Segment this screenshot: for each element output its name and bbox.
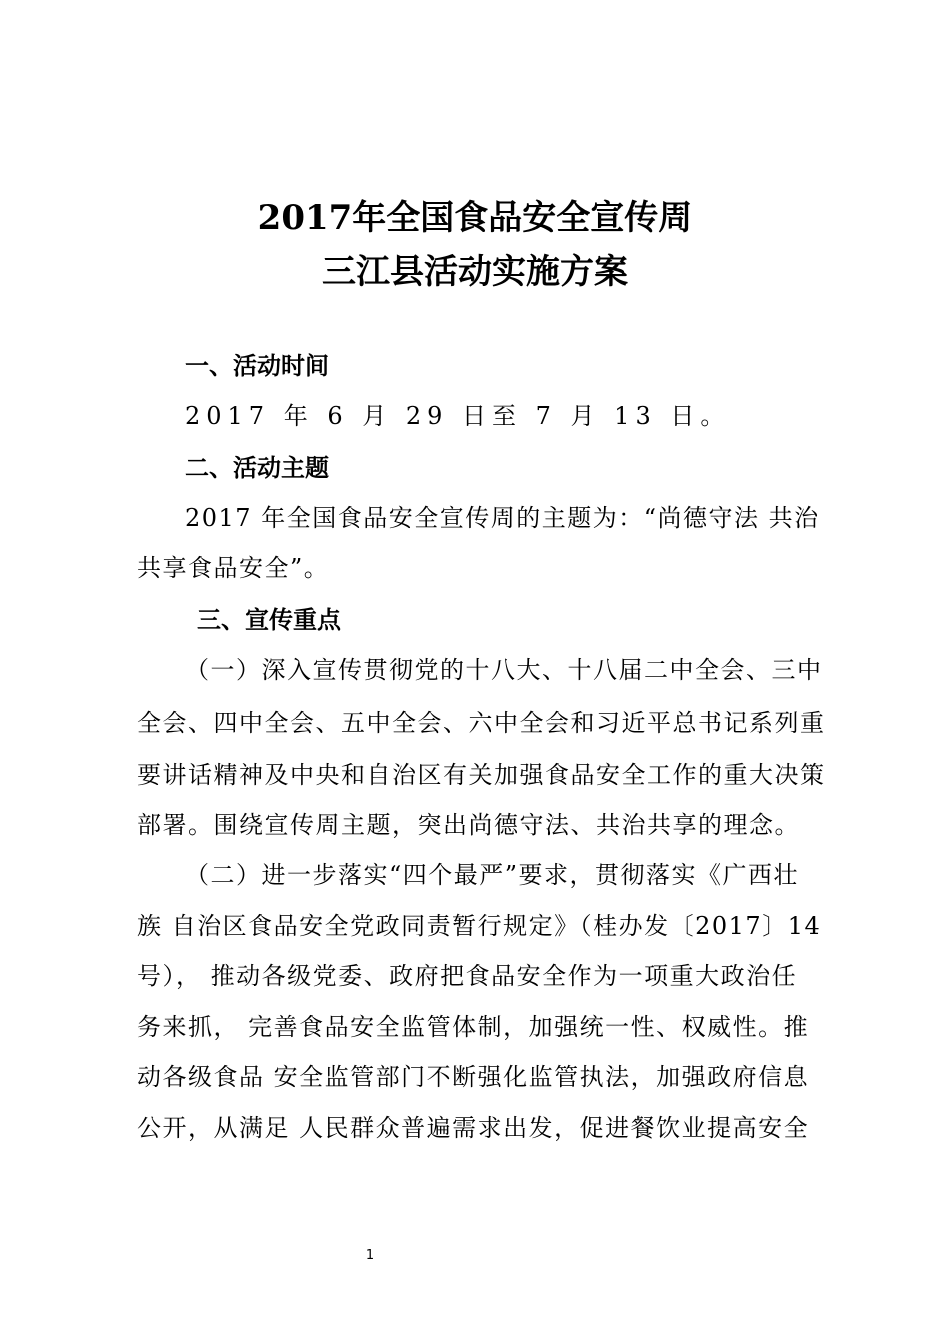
activity-time-text: 2017 年 6 月 29 日至 7 月 13 日。 xyxy=(185,402,731,430)
theme-text-line: 2017 年全国食品安全宣传周的主题为：“尚德守法 共治 xyxy=(185,504,820,532)
section-heading-activity-time: 一、活动时间 xyxy=(185,352,329,380)
paragraph-line: 务来抓， 完善食品安全监管体制，加强统一性、权威性。推 xyxy=(137,1013,810,1041)
section-heading-publicity-focus: 三、宣传重点 xyxy=(197,606,341,634)
paragraph-line: （一）深入宣传贯彻党的十八大、十八届二中全会、三中 xyxy=(185,656,823,684)
paragraph-line: 号）， 推动各级党委、政府把食品安全作为一项重大政治任 xyxy=(137,962,798,990)
paragraph-line: 动各级食品 安全监管部门不断强化监管执法，加强政府信息 xyxy=(137,1063,810,1091)
page-number: 1 xyxy=(365,1248,375,1263)
paragraph-line: 要讲话精神及中央和自治区有关加强食品安全工作的重大决策 xyxy=(137,761,826,789)
section-heading-activity-theme: 二、活动主题 xyxy=(185,454,329,482)
paragraph-line: 公开，从满足 人民群众普遍需求出发，促进餐饮业提高安全 xyxy=(137,1114,810,1142)
paragraph-line: 全会、四中全会、五中全会、六中全会和习近平总书记系列重 xyxy=(137,709,826,737)
paragraph-line: 部署。围绕宣传周主题，突出尚德守法、共治共享的理念。 xyxy=(137,811,800,839)
document-title-line2: 三江县活动实施方案 xyxy=(322,252,628,292)
paragraph-line: 族 自治区食品安全党政同责暂行规定》（桂办发〔2017〕14 xyxy=(137,912,822,940)
document-title-line1: 2017年全国食品安全宣传周 xyxy=(257,198,693,238)
paragraph-line: （二）进一步落实“四个最严”要求，贯彻落实《广西壮 xyxy=(185,861,800,889)
theme-text-line: 共享食品安全”。 xyxy=(137,554,330,582)
